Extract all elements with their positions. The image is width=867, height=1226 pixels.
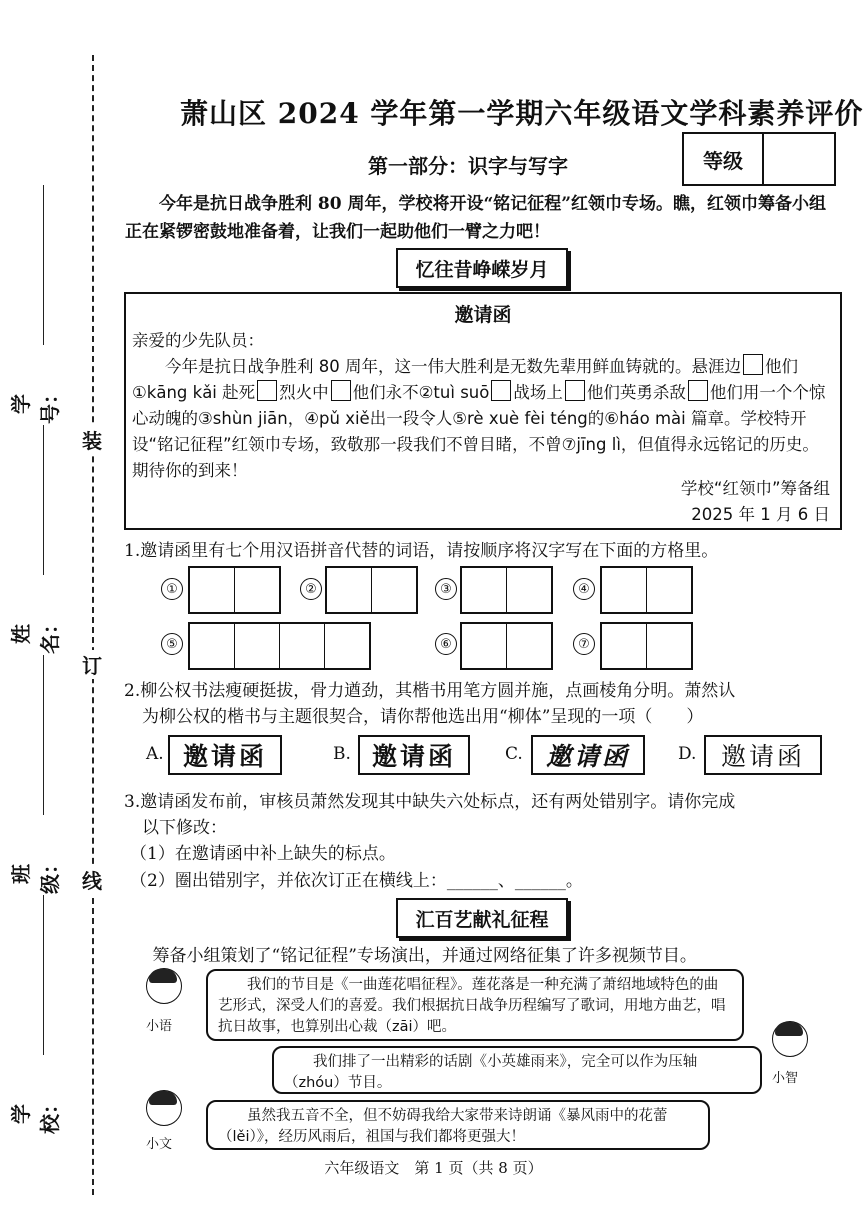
- answer-label-5: ⑤: [161, 633, 183, 655]
- student-name-line[interactable]: [43, 425, 44, 575]
- grade-label: 等级: [684, 134, 764, 184]
- xiaozhi-speech-bubble: 我们排了一出精彩的话剧《小英雄雨来》，完全可以作为压轴（zhóu）节目。: [272, 1046, 762, 1094]
- school-label: 学校：: [9, 1094, 62, 1134]
- invitation-title: 邀请函: [454, 304, 512, 326]
- question-2-line-2: 为柳公权的楷书与主题很契合，请你帮他选出用“柳体”呈现的一项（ ）: [142, 707, 704, 727]
- banner-one: 忆往昔峥嵘岁月: [396, 248, 568, 288]
- invitation-greeting: 亲爱的少先队员：: [132, 331, 264, 350]
- school-line[interactable]: [43, 895, 44, 1055]
- punctuation-blank[interactable]: [743, 354, 763, 375]
- answer-label-3: ③: [435, 578, 457, 600]
- binding-char-xian: 线: [80, 865, 104, 894]
- xiaoyu-name: 小语: [146, 1019, 173, 1034]
- invitation-paragraph: 今年是抗日战争胜利 80 周年，这一伟大胜利是无数先辈用鲜血铸就的。悬涯边 他们①kāng kǎi 赴死 烈火中 他们永不②tuì suō 战场上 他们英勇杀敌 他们用一个个惊心动魄的③shùn jiān，④pǔ xiě出一段令人⑤rè xuè fèi téng的⑥háo mài 篇章。学校特开设“铭记征程”红领巾专场，致敬那一段我们不曾目睹，不曾⑦jīng lì，但值得永远铭记的历史。期待你的到来！: [132, 354, 832, 484]
- grade-box: [682, 132, 836, 186]
- question-3-line-1: 3.邀请函发布前，审核员萧然发现其中缺失六处标点，还有两处错别字。请你完成: [124, 792, 736, 812]
- punctuation-blank[interactable]: [688, 380, 708, 401]
- answer-grid-7[interactable]: [600, 622, 693, 670]
- binding-dashed-line: [92, 55, 94, 1195]
- student-name-label: 姓名：: [9, 614, 62, 654]
- question-1: 1.邀请函里有七个用汉语拼音代替的词语，请按顺序将汉字写在下面的方格里。: [124, 541, 719, 561]
- option-c-letter: C.: [505, 744, 523, 764]
- answer-label-7: ⑦: [573, 633, 595, 655]
- option-c-calligraphy[interactable]: 邀请函: [531, 735, 645, 775]
- answer-label-1: ①: [161, 578, 183, 600]
- answer-grid-1[interactable]: [188, 566, 281, 614]
- answer-grid-2[interactable]: [325, 566, 418, 614]
- option-a-calligraphy[interactable]: 邀请函: [168, 735, 282, 775]
- question-2-line-1: 2.柳公权书法瘦硬挺拔，骨力遒劲，其楷书用笔方圆并施，点画棱角分明。萧然认: [124, 681, 736, 701]
- class-label: 班级：: [9, 854, 62, 894]
- invitation-box: [124, 292, 842, 530]
- page-title: 萧山区 2024 学年第一学期六年级语文学科素养评价: [180, 97, 864, 130]
- xiaoyu-speech-bubble: 我们的节目是《一曲莲花唱征程》。莲花落是一种充满了萧绍地域特色的曲艺形式，深受人们的喜爱。我们根据抗日战争历程编写了歌词，用地方曲艺，唱抗日故事，也算别出心裁（zāi）吧。: [206, 969, 744, 1041]
- punctuation-blank[interactable]: [491, 380, 511, 401]
- question-3-sub-2[interactable]: （2）圈出错别字，并依次订正在横线上：______、______。: [130, 871, 583, 891]
- answer-grid-6[interactable]: [460, 622, 553, 670]
- punctuation-blank[interactable]: [331, 380, 351, 401]
- xiaozhi-avatar: [772, 1021, 808, 1057]
- xiaoyu-avatar: [146, 968, 182, 1004]
- question-3-sub-1: （1）在邀请函中补上缺失的标点。: [130, 844, 396, 864]
- class-line[interactable]: [43, 655, 44, 815]
- xiaowen-speech-bubble: 虽然我五音不全，但不妨碍我给大家带来诗朗诵《暴风雨中的花蕾（lěi）》，经历风雨后，祖国与我们都将更强大！: [206, 1100, 710, 1150]
- binding-char-zhuang: 装: [80, 425, 104, 454]
- xiaowen-avatar: [146, 1090, 182, 1126]
- binding-char-ding: 订: [80, 650, 104, 679]
- xiaozhi-name: 小智: [772, 1071, 799, 1086]
- option-d-letter: D.: [678, 744, 697, 764]
- answer-label-6: ⑥: [435, 633, 457, 655]
- banner-two: 汇百艺献礼征程: [396, 898, 568, 938]
- xiaowen-name: 小文: [146, 1137, 173, 1152]
- punctuation-blank[interactable]: [565, 380, 585, 401]
- answer-label-4: ④: [573, 578, 595, 600]
- answer-label-2: ②: [300, 578, 322, 600]
- invitation-body: [132, 328, 832, 484]
- punctuation-blank[interactable]: [257, 380, 277, 401]
- answer-grid-5[interactable]: [188, 622, 371, 670]
- page-footer: 六年级语文 第 1 页（共 8 页）: [324, 1159, 543, 1177]
- invitation-date: 2025 年 1 月 6 日: [691, 505, 830, 524]
- section-heading: 第一部分：识字与写字: [368, 154, 568, 178]
- performance-intro: 筹备小组策划了“铭记征程”专场演出，并通过网络征集了许多视频节目。: [152, 946, 697, 966]
- option-b-letter: B.: [333, 744, 351, 764]
- intro-paragraph: 今年是抗日战争胜利 80 周年，学校将开设“铭记征程”红领巾专场。瞧，红领巾筹备小组正在紧锣密鼓地准备着，让我们一起助他们一臂之力吧！: [125, 194, 827, 242]
- invitation-signature: 学校“红领巾”筹备组: [680, 479, 830, 498]
- answer-grid-3[interactable]: [460, 566, 553, 614]
- invitation-signature-block: [681, 476, 830, 528]
- option-a-letter: A.: [146, 744, 164, 764]
- option-d-calligraphy[interactable]: 邀请函: [704, 735, 822, 775]
- student-number-line[interactable]: [43, 185, 44, 345]
- question-3-line-2: 以下修改：: [142, 818, 227, 838]
- option-b-calligraphy[interactable]: 邀请函: [358, 735, 470, 775]
- grade-value-cell[interactable]: [764, 134, 834, 184]
- student-number-label: 学号：: [9, 384, 62, 424]
- answer-grid-4[interactable]: [600, 566, 693, 614]
